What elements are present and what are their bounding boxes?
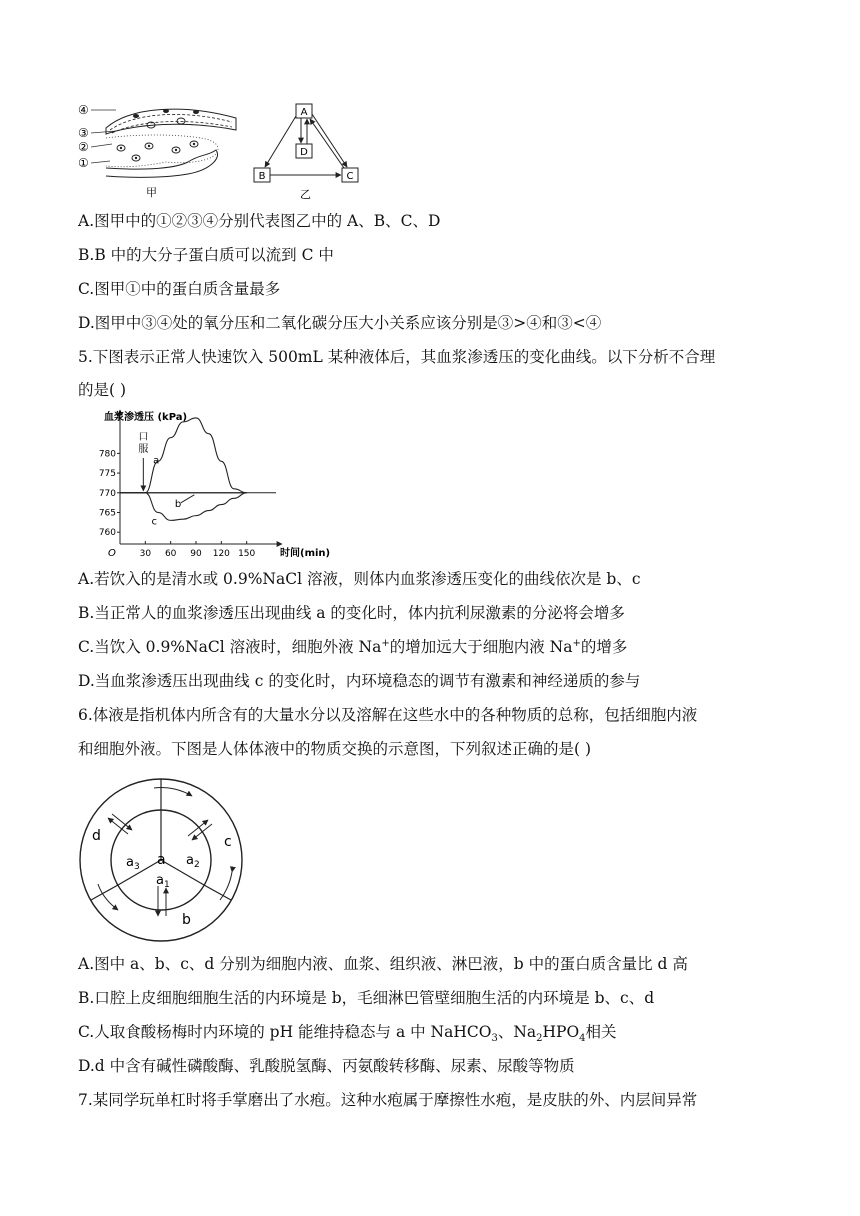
q5-c-sup2: + — [572, 637, 581, 649]
q5-c-sup1: + — [381, 637, 390, 649]
node-a-label: A — [300, 107, 308, 118]
q4-option-d: D.图甲中③④处的氧分压和二氧化碳分压大小关系应该分别是③>④和③<④ — [78, 314, 602, 332]
q5-c-post: 的增多 — [580, 638, 628, 656]
x-tick-label: 60 — [164, 549, 177, 559]
q4-option-a: A.图甲中的①②③④分别代表图乙中的 A、B、C、D — [78, 212, 441, 230]
series-line-c — [120, 493, 247, 521]
node-c-label: C — [346, 171, 354, 182]
label-a2: $a_2$ — [186, 853, 200, 870]
q6-c-sub1: 3 — [491, 1033, 498, 1045]
label-b: b — [182, 912, 191, 928]
q6-option-c — [78, 1021, 617, 1043]
x-tick-label: 90 — [190, 549, 202, 559]
jia-label-4: ④ — [78, 103, 89, 117]
q6-option-b: B.口腔上皮细胞细胞生活的内环境是 b，毛细淋巴管壁细胞生活的内环境是 b、c、d — [78, 989, 655, 1007]
osmotic-pressure-chart — [76, 404, 331, 560]
q5-option-a: A.若饮入的是清水或 0.9%NaCl 溶液，则体内血浆渗透压变化的曲线依次是 b、c — [78, 570, 641, 588]
y-tick-label: 770 — [98, 488, 116, 499]
q6-c-mid2: HPO — [542, 1023, 580, 1041]
annotation-oral: 口服 — [138, 432, 149, 455]
q5-stem-line1: 5.下图表示正常人快速饮入 500mL 某种液体后，其血浆渗透压的变化曲线。以下分析不合理 — [78, 348, 716, 366]
figure-jia — [76, 98, 246, 202]
label-a: a — [157, 852, 166, 868]
y-tick-label: 760 — [98, 528, 116, 539]
body-fluid-diagram — [78, 776, 248, 944]
jia-caption: 甲 — [146, 186, 157, 199]
q5-option-c — [78, 636, 627, 658]
label-c: c — [224, 834, 232, 850]
label-a3: $a_3$ — [126, 855, 140, 872]
lymph-vessel — [106, 150, 218, 177]
q7-stem-line1: 7.某同学玩单杠时将手掌磨出了水疱。这种水疱属于摩擦性水疱，是皮肤的外、内层间异常 — [78, 1091, 698, 1109]
q6-option-d: D.d 中含有碱性磷酸酶、乳酸脱氢酶、丙氨酸转移酶、尿素、尿酸等物质 — [78, 1057, 575, 1075]
q5-option-b: B.当正常人的血浆渗透压出现曲线 a 的变化时，体内抗利尿激素的分泌将会增多 — [78, 604, 625, 622]
origin-label: O — [108, 548, 116, 559]
q6-c-post: 相关 — [585, 1023, 617, 1041]
node-b-label: B — [258, 171, 266, 182]
label-a1: $a_1$ — [156, 873, 170, 890]
series-line-a — [120, 418, 247, 493]
x-tick-label: 30 — [139, 549, 152, 559]
q6-c-pre: C.人取食酸杨梅时内环境的 pH 能维持稳态与 a 中 NaHCO — [78, 1023, 492, 1041]
q6-c-mid: 、Na — [497, 1023, 537, 1041]
q6-c-sub3: 4 — [579, 1033, 586, 1045]
jia-label-2: ② — [78, 140, 89, 154]
yi-caption: 乙 — [300, 188, 311, 201]
x-tick-label: 150 — [238, 549, 256, 559]
q5-stem-line2: 的是( ) — [78, 381, 127, 399]
y-tick-label: 765 — [98, 508, 116, 519]
series-label-b-leader — [181, 495, 195, 503]
figure-yi — [250, 96, 370, 202]
q6-option-a: A.图中 a、b、c、d 分别为细胞内液、血浆、组织液、淋巴液，b 中的蛋白质含量比 d 高 — [78, 955, 688, 973]
series-label-a: a — [153, 455, 160, 467]
x-axis-label: 时间(min) — [280, 548, 331, 559]
q5-c-mid: 的增加远大于细胞内液 Na — [389, 638, 573, 656]
jia-label-3: ③ — [78, 126, 89, 140]
q5-c-pre: C.当饮入 0.9%NaCl 溶液时，细胞外液 Na — [78, 638, 382, 656]
series-label-b: b — [174, 498, 182, 510]
y-tick-label: 775 — [98, 469, 116, 480]
q4-option-c: C.图甲①中的蛋白质含量最多 — [78, 280, 281, 298]
q6-stem-line1: 6.体液是指机体内所含有的大量水分以及溶解在这些水中的各种物质的总称，包括细胞内液 — [78, 706, 698, 724]
y-tick-label: 780 — [98, 449, 116, 460]
q6-c-sub2: 2 — [536, 1033, 543, 1045]
q6-stem-line2: 和细胞外液。下图是人体体液中的物质交换的示意图，下列叙述正确的是( ) — [78, 740, 592, 758]
series-label-c: c — [151, 516, 157, 528]
label-d: d — [92, 828, 101, 844]
q5-option-d: D.当血浆渗透压出现曲线 c 的变化时，内环境稳态的调节有激素和神经递质的参与 — [78, 672, 641, 690]
node-d-label: D — [300, 147, 308, 158]
x-tick-label: 120 — [212, 549, 230, 559]
q4-option-b: B.B 中的大分子蛋白质可以流到 C 中 — [78, 246, 334, 264]
jia-label-1: ① — [78, 156, 89, 170]
y-axis-label: 血浆渗透压 (kPa) — [104, 412, 188, 423]
